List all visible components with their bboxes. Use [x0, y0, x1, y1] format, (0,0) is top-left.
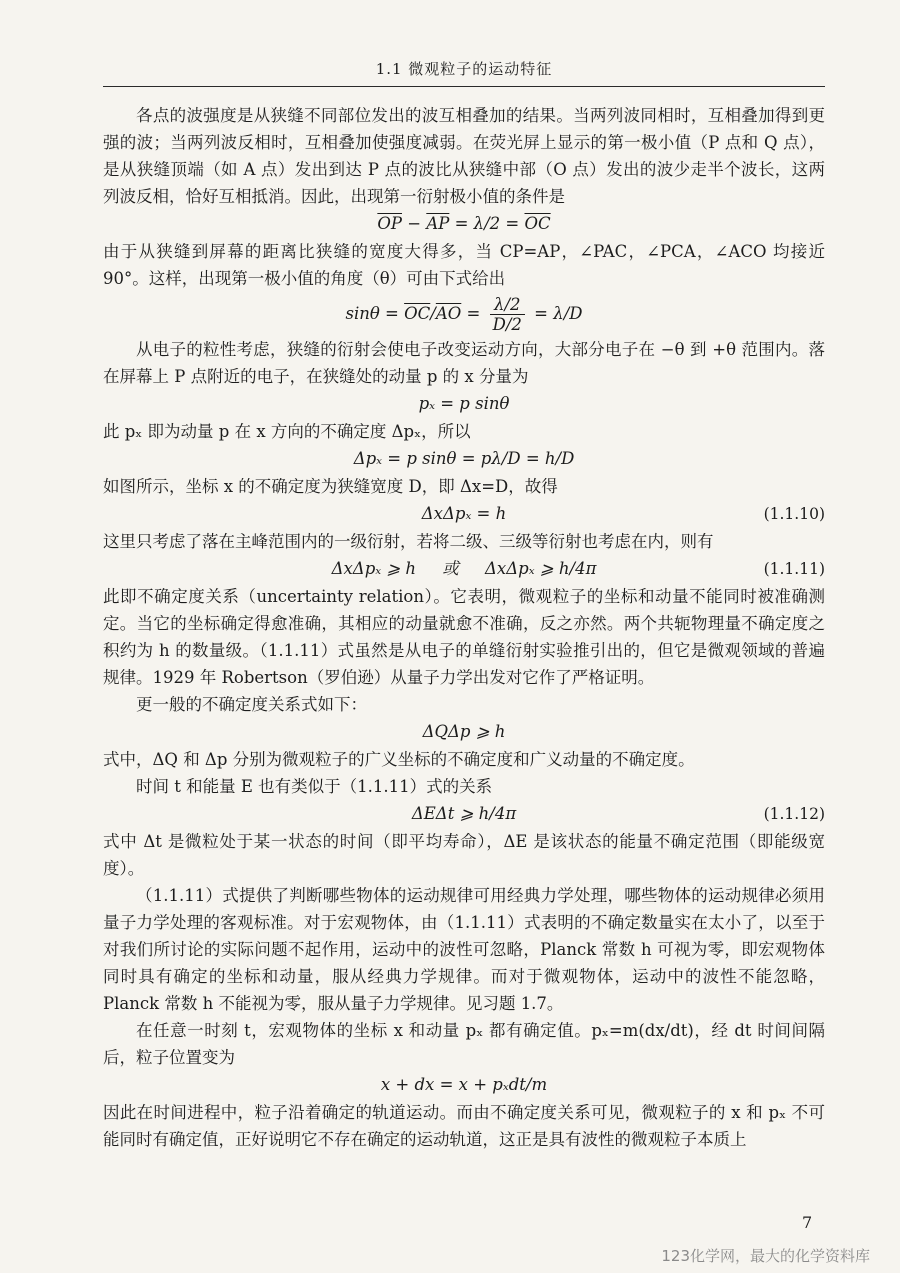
equation-number: (1.1.10) — [763, 505, 825, 523]
equation-number: (1.1.12) — [763, 805, 825, 823]
page-number: 7 — [802, 1213, 813, 1232]
paragraph-13: 在任意一时刻 t，宏观物体的坐标 x 和动量 pₓ 都有确定值。pₓ=m(dx/dt)，经 dt 时间间隔后，粒子位置变为 — [103, 1021, 825, 1067]
equation-general-uncertainty: ΔQΔp ⩾ h — [422, 722, 506, 741]
fraction: $\frac{\lambda/2}{D/2}$ — [490, 295, 525, 334]
paragraph-9: 式中，ΔQ 和 Δp 分别为微观粒子的广义坐标的不确定度和广义动量的不确定度。 — [103, 750, 695, 769]
equation-position: x + dx = x + pₓdt/m — [380, 1075, 548, 1094]
equation-px: pₓ = p sinθ — [418, 394, 510, 413]
paragraph-12: （1.1.11）式提供了判断哪些物体的运动规律可用经典力学处理，哪些物体的运动规律必须用量子力学处理的客观标准。对于宏观物体，由（1.1.11）式表明的不确定数量实在太小了，以至于对我们所讨论的实际问题不起作用，运动中的波性可忽略，Planck 常数 h 可视为零，即宏观物体同时具有确定的坐标和动量，服从经典力学规律。而对于微观物体，运动中的波性不能忽略，Planck 常数 h 不能视为零，服从量子力学规律。见习题 1.7。 — [103, 886, 825, 1013]
page-body — [103, 102, 825, 1153]
equation-sin-theta: $\sin\theta = \overline{OC}/\overline{AO}$ = $\frac{\lambda/2}{D/2}$ = λ/D — [345, 295, 583, 334]
paragraph-6: 这里只考虑了落在主峰范围内的一级衍射，若将二级、三级等衍射也考虑在内，则有 — [103, 532, 714, 551]
equation-1-1-12: ΔEΔt ⩾ h/4π (1.1.12) — [103, 800, 825, 828]
equation-1-1-11: ΔxΔpₓ ⩾ h 或 ΔxΔpₓ ⩾ h/4π (1.1.11) — [103, 555, 825, 583]
equation-delta-px: Δpₓ = p sinθ = pλ/D = h/D — [353, 449, 575, 468]
equation-1-1-10: ΔxΔpₓ = h (1.1.10) — [103, 500, 825, 528]
paragraph-5: 如图所示，坐标 x 的不确定度为狭缝宽度 D，即 Δx=D，故得 — [103, 477, 558, 496]
paragraph-4: 此 pₓ 即为动量 p 在 x 方向的不确定度 Δpₓ，所以 — [103, 422, 471, 441]
paragraph-8: 更一般的不确定度关系式如下： — [136, 695, 367, 714]
equation-number: (1.1.11) — [763, 560, 825, 578]
paragraph-7: 此即不确定度关系（uncertainty relation）。它表明，微观粒子的坐标和动量不能同时被准确测定。当它的坐标确定得愈准确，其相应的动量就愈不准确，反之亦然。两个共轭物理量不确定度之积约为 h 的数量级。（1.1.11）式虽然是从电子的单缝衍射实验推引出的，但它是微观领域的普遍规律。1929 年 Robertson（罗伯逊）从量子力学出发对它作了严格证明。 — [103, 587, 825, 687]
paragraph-14: 因此在时间进程中，粒子沿着确定的轨道运动。而由不确定度关系可见，微观粒子的 x 和 pₓ 不可能同时有确定值，正好说明它不存在确定的运动轨道，这正是具有波性的微观粒子本质上 — [103, 1103, 825, 1149]
paragraph-11: 式中 Δt 是微粒处于某一状态的时间（即平均寿命），ΔE 是该状态的能量不确定范围（即能级宽度）。 — [103, 832, 825, 878]
equation-minimum-condition: $\overline{OP} - \overline{AP} = \lambda/2 = \overline{OC}$ — [377, 214, 551, 233]
paragraph-1: 各点的波强度是从狭缝不同部位发出的波互相叠加的结果。当两列波同相时，互相叠加得到更强的波；当两列波反相时，互相叠加使强度减弱。在荧光屏上显示的第一极小值（P 点和 Q 点），是从狭缝顶端（如 A 点）发出到达 P 点的波比从狭缝中部（O 点）发出的波少走半个波长，这两列波反相，恰好互相抵消。因此，出现第一衍射极小值的条件是 — [103, 106, 825, 206]
paragraph-3: 从电子的粒性考虑，狭缝的衍射会使电子改变运动方向，大部分电子在 −θ 到 +θ 范围内。落在屏幕上 P 点附近的电子，在狭缝处的动量 p 的 x 分量为 — [103, 340, 825, 386]
watermark: 123化学网，最大的化学资料库 — [661, 1247, 870, 1265]
paragraph-2: 由于从狭缝到屏幕的距离比狭缝的宽度大得多，当 CP=AP，∠PAC，∠PCA，∠ACO 均接近 90°。这样，出现第一极小值的角度（θ）可由下式给出 — [103, 242, 825, 288]
paragraph-10: 时间 t 和能量 E 也有类似于（1.1.11）式的关系 — [136, 777, 493, 796]
header-rule — [103, 86, 825, 87]
running-header: 1.1 微观粒子的运动特征 — [375, 60, 553, 78]
